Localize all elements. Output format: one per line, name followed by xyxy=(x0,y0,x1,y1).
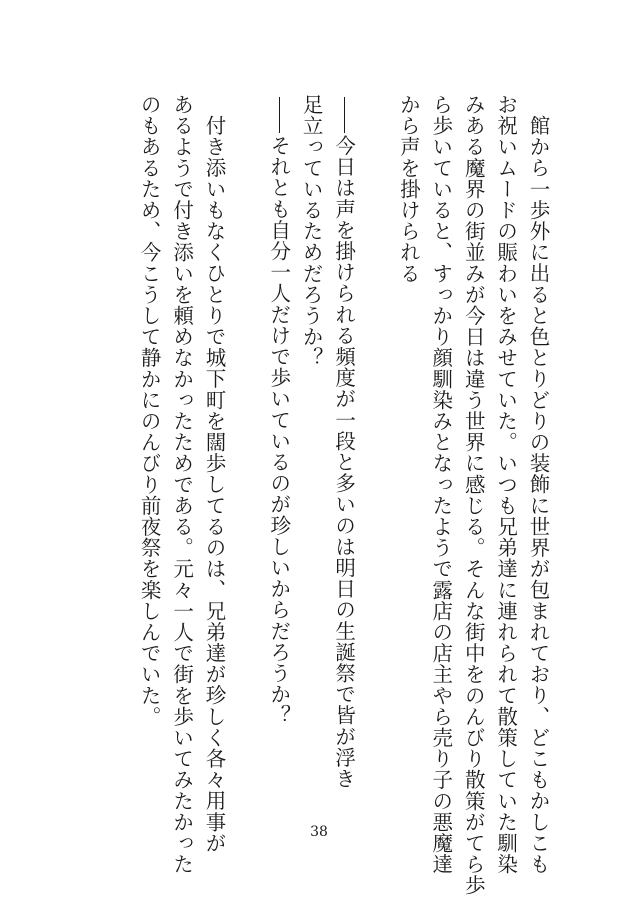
text-line: ら歩いていると、すっかり顔馴染みとなったようで露店の店主やら売り子の悪魔達 xyxy=(428,94,453,875)
dash-text-line xyxy=(262,94,294,814)
text-line: 今日は声を掛けられる頻度が一段と多いのは明日の生誕祭で皆が浮き xyxy=(331,135,356,790)
text-line: から声を掛けられる xyxy=(396,94,421,284)
em-dash-mark xyxy=(266,94,291,135)
text-line: のもあるため、今こうして静かにのんびり前夜祭を楽しんでいた。 xyxy=(137,94,162,727)
dash-text-line xyxy=(327,94,359,814)
text-line: あるようで付き添いを頼めなかったためである。元々一人で街を歩いてみたかった xyxy=(169,94,194,875)
text-line: 館から一歩外に出ると色とりどりの装飾に世界が包まれており、どこもかしこも xyxy=(526,114,550,875)
text-line: 付き添いもなくひとりで城下町を闊歩してるのは、兄弟達が珍しく各々用事が xyxy=(201,114,226,853)
blank-line xyxy=(360,94,392,814)
page-number: 38 xyxy=(310,824,328,840)
text-line: 足立っているためだろうか？ xyxy=(299,94,324,369)
text-line: みある魔界の街並みが今日は違う世界に感じる。そんな街中をのんびり散策がてら歩 xyxy=(461,94,486,896)
text-line: お祝いムードの賑わいをみせていた。いつも兄弟達に連れられて散策していた馴染 xyxy=(493,94,518,875)
text-line: それとも自分一人だけで歩いているのが珍しいからだろうか？ xyxy=(266,135,291,726)
blank-line xyxy=(230,94,262,814)
em-dash-mark xyxy=(331,94,356,135)
